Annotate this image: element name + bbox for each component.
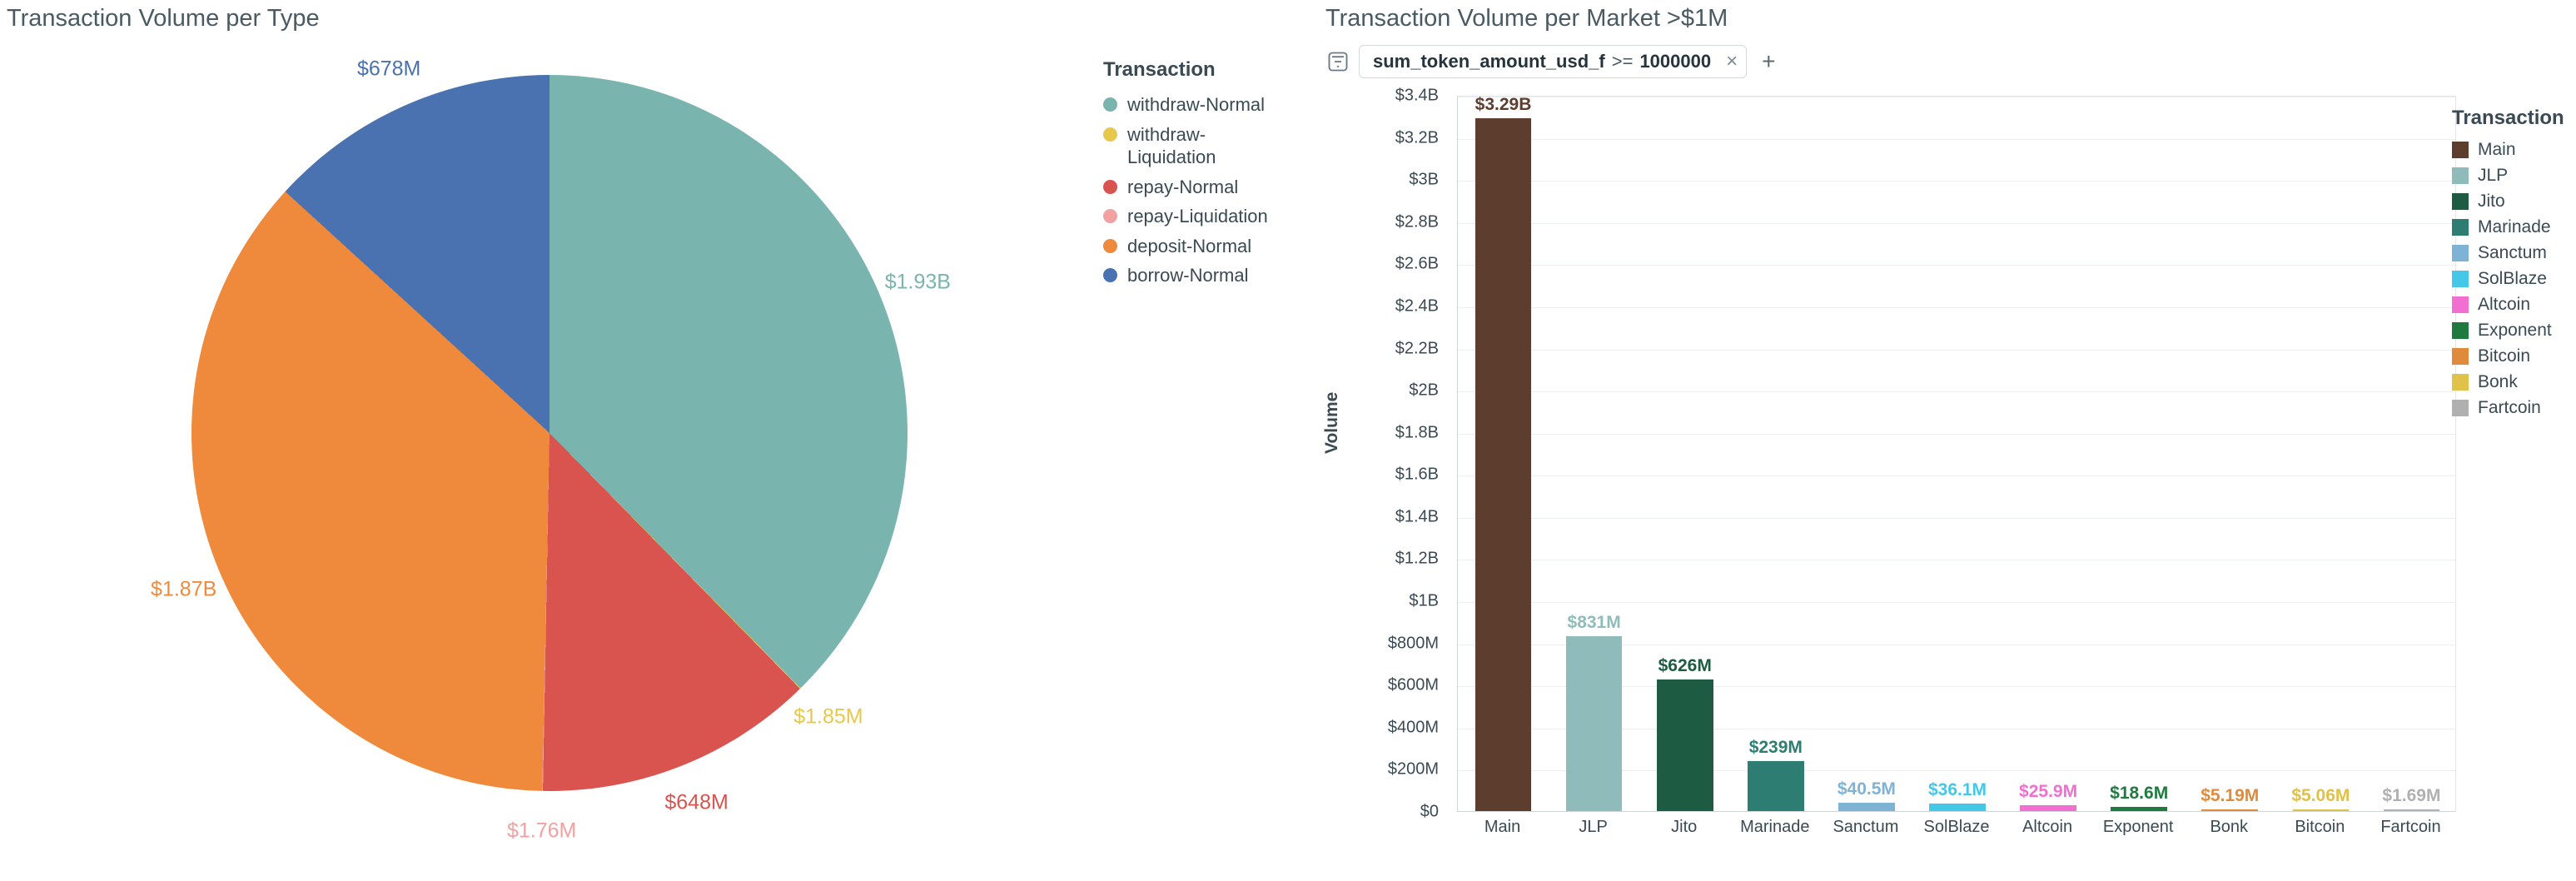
legend-swatch-icon [1103, 127, 1117, 142]
legend-swatch-icon [2452, 322, 2469, 339]
bar-value-label: $5.19M [2201, 786, 2260, 805]
bar-value-label: $831M [1567, 612, 1621, 632]
close-icon[interactable]: × [1726, 50, 1738, 72]
legend-item[interactable] [2452, 217, 2573, 237]
legend-item[interactable] [2452, 295, 2573, 315]
x-axis-tick-label: Bonk [2210, 818, 2249, 836]
pie-chart-legend [1103, 58, 1295, 294]
legend-swatch-icon [1103, 268, 1117, 282]
x-axis-tick-label: JLP [1579, 818, 1608, 836]
y-axis-tick-label: $600M [1387, 675, 1439, 694]
bar-value-label: $5.06M [2291, 786, 2350, 805]
legend-item-label: Altcoin [2478, 295, 2531, 314]
pie-legend-title: Transaction [1103, 58, 1216, 81]
y-axis-tick-label: $2.4B [1395, 296, 1439, 316]
y-axis-tick-label: $2.2B [1395, 339, 1439, 358]
gridline [1458, 391, 2455, 392]
legend-item[interactable] [2452, 372, 2573, 392]
bar[interactable] [2111, 807, 2167, 811]
y-axis-tick-label: $1.2B [1395, 549, 1439, 568]
legend-swatch-icon [2452, 193, 2469, 210]
plot-area [1457, 96, 2456, 812]
legend-item-label: repay-​Normal [1127, 176, 1239, 197]
legend-item-label: SolBlaze [2478, 269, 2547, 288]
bar[interactable] [1838, 803, 1895, 811]
legend-item-label: Bitcoin [2478, 346, 2531, 366]
y-axis-tick-label: $400M [1387, 718, 1439, 737]
legend-item-label: repay-​Liquidation [1127, 206, 1268, 226]
y-axis-tick-label: $0 [1420, 802, 1439, 821]
y-axis-tick-label: $2.6B [1395, 254, 1439, 273]
legend-item[interactable] [2452, 166, 2573, 186]
legend-swatch-icon [1103, 180, 1117, 194]
legend-swatch-icon [2452, 245, 2469, 261]
pie-slice-label: $1.87B [151, 577, 217, 601]
gridline [1458, 475, 2455, 476]
legend-item[interactable] [2452, 192, 2573, 212]
legend-item-label: Jito [2478, 192, 2505, 211]
y-axis-tick-label: $800M [1387, 634, 1439, 653]
bar-value-label: $1.69M [2382, 786, 2441, 805]
y-axis-tick-label: $1.6B [1395, 465, 1439, 484]
gridline [1458, 602, 2455, 603]
y-axis-tick-label: $3.4B [1395, 86, 1439, 105]
bar-value-label: $40.5M [1837, 779, 1896, 799]
bar[interactable] [2201, 809, 2258, 811]
legend-item[interactable] [1103, 93, 1295, 117]
gridline [1458, 518, 2455, 519]
x-axis-tick-label: Jito [1671, 818, 1698, 836]
bar-value-label: $25.9M [2019, 782, 2078, 802]
legend-item[interactable] [2452, 346, 2573, 366]
legend-item-label: Sanctum [2478, 243, 2547, 262]
bar[interactable] [2020, 805, 2076, 811]
gridline [1458, 223, 2455, 224]
pie-chart-title: Transaction Volume per Type [7, 5, 320, 32]
x-axis-tick-label: Exponent [2102, 818, 2174, 836]
legend-item[interactable] [2452, 398, 2573, 418]
pie-slice-label: $1.76M [506, 819, 577, 843]
bar-chart-title: Transaction Volume per Market >$1M [1325, 5, 1728, 32]
y-axis-tick-label: $2B [1409, 381, 1439, 400]
legend-item[interactable] [2452, 243, 2573, 263]
filter-operator: >= [1611, 51, 1634, 72]
plus-icon[interactable]: + [1762, 48, 1776, 74]
legend-swatch-icon [1103, 209, 1117, 223]
x-axis-tick-label: Sanctum [1833, 818, 1899, 836]
y-axis-tick-label: $1B [1409, 591, 1439, 610]
x-axis-tick-label: Bitcoin [2295, 818, 2345, 836]
y-axis-tick-label: $1.4B [1395, 507, 1439, 526]
legend-item-label: withdraw-​Liquidation [1127, 123, 1216, 167]
gridline [1458, 181, 2455, 182]
legend-item[interactable] [1103, 176, 1295, 199]
pie-slice-label: $1.85M [793, 704, 863, 729]
legend-item-label: Main [2478, 140, 2516, 159]
bar[interactable] [1929, 804, 1986, 811]
x-axis-tick-label: SolBlaze [1923, 818, 1990, 836]
pie-slice-label: $678M [356, 57, 421, 81]
legend-item-label: deposit-​Normal [1127, 235, 1252, 256]
legend-swatch-icon [2452, 219, 2469, 236]
legend-item[interactable] [2452, 269, 2573, 289]
bar[interactable] [1657, 679, 1713, 811]
bar-chart-legend [2452, 107, 2573, 424]
filter-field-name: sum_token_amount_usd_f [1373, 51, 1605, 72]
legend-swatch-icon [2452, 167, 2469, 184]
gridline [1458, 434, 2455, 435]
gridline [1458, 350, 2455, 351]
pie-slice-label: $1.93B [884, 270, 951, 294]
bar-value-label: $239M [1748, 737, 1803, 757]
bar-legend-items [2452, 140, 2573, 418]
y-axis-tick-label: $3.2B [1395, 128, 1439, 147]
bar-chart-plot [1315, 0, 2576, 881]
legend-item[interactable] [1103, 264, 1295, 287]
gridline [1458, 265, 2455, 266]
gridline [1458, 139, 2455, 140]
pie-slice-label: $648M [664, 790, 729, 814]
legend-item[interactable] [1103, 235, 1295, 258]
pie-chart [151, 57, 951, 843]
legend-item-label: Bonk [2478, 372, 2518, 391]
legend-item-label: Fartcoin [2478, 398, 2541, 417]
pie-chart-graphic [191, 75, 908, 791]
legend-swatch-icon [2452, 400, 2469, 416]
x-axis-tick-label: Main [1484, 818, 1521, 836]
legend-item-label: Marinade [2478, 217, 2551, 236]
legend-item[interactable] [2452, 321, 2573, 341]
legend-swatch-icon [2452, 296, 2469, 313]
legend-item-label: withdraw-​Normal [1127, 94, 1266, 115]
x-axis-tick-label: Marinade [1740, 818, 1810, 836]
y-axis-ticks [1315, 86, 1449, 821]
legend-item[interactable] [2452, 140, 2573, 160]
legend-item-label: borrow-​Normal [1127, 265, 1249, 286]
legend-swatch-icon [2452, 271, 2469, 287]
bar[interactable] [1475, 118, 1532, 811]
legend-item[interactable] [1103, 205, 1295, 228]
y-axis-tick-label: $2.8B [1395, 212, 1439, 231]
y-axis-tick-label: $1.8B [1395, 423, 1439, 442]
bar[interactable] [2293, 809, 2350, 811]
gridline [1458, 307, 2455, 308]
bar-value-label: $18.6M [2110, 784, 2169, 804]
filter-value: 1000000 [1639, 51, 1712, 72]
y-axis-title: Volume [1322, 391, 1341, 454]
legend-item-label: Exponent [2478, 321, 2552, 340]
bar[interactable] [2384, 809, 2440, 811]
bar[interactable] [1748, 761, 1804, 811]
bar[interactable] [1566, 636, 1623, 811]
bar-value-label: $36.1M [1927, 779, 1987, 799]
legend-swatch-icon [2452, 348, 2469, 365]
pie-legend-items [1103, 93, 1295, 287]
x-axis-tick-label: Altcoin [2022, 818, 2073, 836]
legend-swatch-icon [2452, 142, 2469, 158]
y-axis-tick-label: $200M [1387, 759, 1439, 779]
x-axis-tick-label: Fartcoin [2380, 818, 2441, 836]
legend-item[interactable] [1103, 123, 1295, 169]
legend-swatch-icon [1103, 239, 1117, 253]
y-axis-tick-label: $3B [1409, 170, 1439, 189]
bar-value-label: $626M [1658, 655, 1712, 675]
legend-swatch-icon [1103, 97, 1117, 112]
bar-value-label: $3.29B [1474, 94, 1532, 114]
legend-item-label: JLP [2478, 166, 2509, 185]
legend-swatch-icon [2452, 374, 2469, 391]
bar-legend-title: Transaction [2452, 107, 2564, 129]
